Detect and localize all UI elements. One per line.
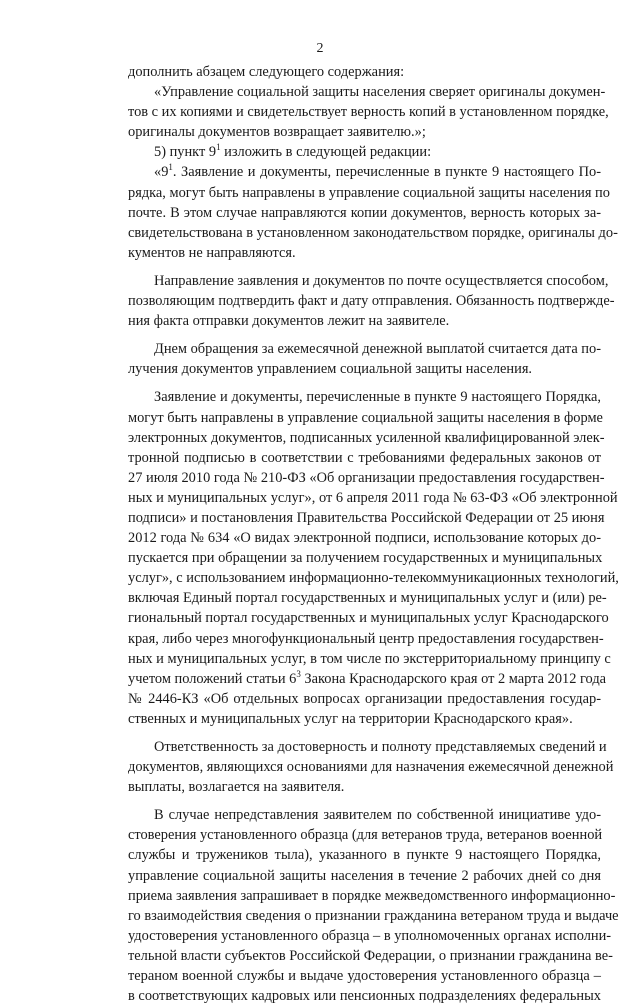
text-line: подписи» и постановления Правительства Российской Федерации от 25 июня: [128, 509, 605, 526]
text-line: свидетельствована в установленном законодательством порядке, оригиналы до-: [128, 224, 618, 241]
text-line: приема заявления запрашивает в порядке межведомственного информационно-: [128, 887, 616, 904]
text-segment: . Заявление и документы, перечисленные в пункте 9 настоящего По-: [172, 164, 601, 181]
text-line: [128, 162, 601, 182]
text-line: в соответствующих кадровых или пенсионных подразделениях федеральных: [128, 988, 601, 1005]
text-line: позволяющим подтвердить факт и дату отправления. Обязанность подтвержде-: [128, 293, 615, 310]
text-segment: изложить в следующей редакции:: [220, 144, 432, 161]
text-line: В случае непредставления заявителем по собственной инициативе удо-: [154, 807, 601, 824]
text-line: го взаимодействия сведения о признании гражданина ветераном труда и выдаче: [128, 907, 619, 924]
text-line: пускается при обращении за получением государственных и муниципальных: [128, 550, 603, 567]
text-line: Заявление и документы, перечисленные в пункте 9 настоящего Порядка,: [154, 389, 601, 406]
superscript: 3: [296, 668, 301, 679]
text-line: Ответственность за достоверность и полноту представляемых сведений и: [154, 739, 607, 755]
text-line: «Управление социальной защиты населения сверяет оригиналы докумен-: [154, 84, 606, 101]
text-line: управление социальной защиты населения в течение 2 рабочих дней со дня: [128, 867, 601, 884]
text-line: выплаты, возлагается на заявителя.: [128, 779, 345, 796]
document-body: [128, 62, 619, 1006]
text-line: стоверения установленного образца (для ветеранов труда, ветеранов военной: [128, 827, 603, 844]
text-line: службы и тружеников тыла), указанного в пункте 9 настоящего Порядка,: [128, 847, 601, 864]
text-line: края, либо через многофункциональный центр предоставления государствен-: [128, 630, 604, 647]
text-line: № 2446-КЗ «Об отдельных вопросах организации предоставления государ-: [128, 690, 601, 707]
text-line: [128, 668, 607, 689]
text-line: гиональный портал государственных и муниципальных услуг Краснодарского: [128, 610, 609, 627]
text-segment: учетом положений статьи 6: [128, 670, 297, 687]
text-line: Днем обращения за ежемесячной денежной выплатой считается дата по-: [154, 341, 601, 358]
text-line: [128, 142, 601, 162]
text-line: рядка, могут быть направлены в управление социальной защиты населения по: [128, 184, 610, 201]
text-line: удостоверения установленного образца – в уполномоченных органах исполни-: [128, 927, 612, 944]
text-segment: Закона Краснодарского края от 2 марта 2012 года: [300, 670, 607, 687]
text-line: почте. В этом случае направляются копии документов, верность которых за-: [128, 204, 601, 221]
text-line: могут быть направлены в управление социальной защиты населения в форме: [128, 409, 603, 426]
text-line: дополнить абзацем следующего содержания:: [128, 64, 405, 80]
text-line: тельной власти субъектов Российской Федерации, о признании гражданина ве-: [128, 947, 613, 964]
text-line: оригиналы документов возвращает заявителю.»;: [128, 124, 426, 141]
text-line: 2012 года № 634 «О видах электронной подписи, использование которых до-: [128, 530, 601, 547]
superscript: 1: [216, 142, 221, 153]
text-line: лучения документов управлением социальной защиты населения.: [128, 361, 533, 378]
text-line: тераном военной службы и выдаче удостоверения установленного образца –: [128, 968, 601, 985]
text-segment: 5) пункт 9: [154, 144, 217, 161]
page-number: 2: [316, 41, 324, 56]
text-line: 27 июля 2010 года № 210-ФЗ «Об организации предоставления государствен-: [128, 469, 605, 486]
text-line: ственных и муниципальных услуг на территории Краснодарского края».: [128, 710, 573, 727]
text-line: Направление заявления и документов по почте осуществляется способом,: [154, 272, 609, 289]
superscript: 1: [168, 162, 173, 173]
text-line: ных и муниципальных услуг, в том числе по экстерриториальному принципу с: [128, 650, 611, 667]
text-line: документов, являющихся основаниями для назначения ежемесячной денежной: [128, 759, 614, 776]
text-line: ных и муниципальных услуг», от 6 апреля 2011 года № 63-ФЗ «Об электронной: [128, 489, 618, 506]
text-line: тронной подписью в соответствии с требованиями федеральных законов от: [128, 449, 601, 466]
text-segment: «9: [154, 164, 169, 181]
text-line: тов с их копиями и свидетельствует верность копий в установленном порядке,: [128, 104, 609, 121]
text-line: электронных документов, подписанных усиленной квалифицированной элек-: [128, 429, 605, 446]
text-line: кументов не направляются.: [128, 244, 296, 261]
text-line: ния факта отправки документов лежит на заявителе.: [128, 313, 450, 330]
text-line: включая Единый портал государственных и муниципальных услуг и (или) ре-: [128, 590, 607, 607]
text-line: услуг», с использованием информационно-телекоммуникационных технологий,: [128, 570, 619, 587]
